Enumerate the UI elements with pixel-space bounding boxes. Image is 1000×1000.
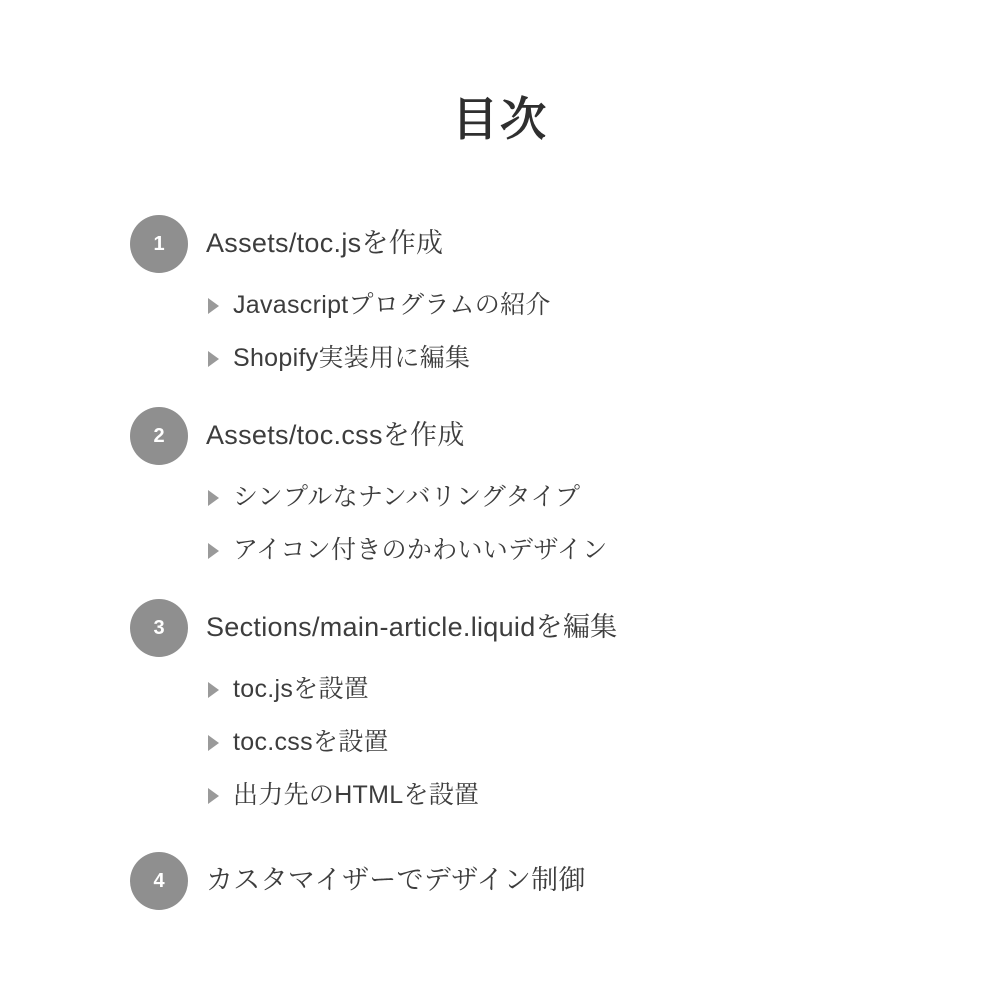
section-number-badge: 3: [130, 599, 188, 657]
toc-subitems: [130, 279, 930, 385]
toc-section-2: [130, 407, 930, 577]
toc-section-header[interactable]: [130, 215, 930, 273]
toc-section-header[interactable]: [130, 407, 930, 465]
list-item[interactable]: [208, 663, 930, 716]
list-item[interactable]: [208, 332, 930, 385]
subitem-label: 出力先のHTMLを設置: [233, 781, 480, 810]
section-label: カスタマイザーでデザイン制御: [206, 865, 586, 896]
list-item[interactable]: [208, 769, 930, 822]
triangle-right-icon: [208, 682, 219, 698]
triangle-right-icon: [208, 735, 219, 751]
list-item[interactable]: [208, 279, 930, 332]
triangle-right-icon: [208, 788, 219, 804]
list-item[interactable]: [208, 716, 930, 769]
toc-section-3: [130, 599, 930, 822]
table-of-contents: [130, 215, 930, 910]
section-label: Sections/main-article.liquidを編集: [206, 612, 618, 643]
toc-section-4: [130, 852, 930, 910]
subitem-label: Shopify実装用に編集: [233, 344, 471, 373]
triangle-right-icon: [208, 543, 219, 559]
section-number-badge: 1: [130, 215, 188, 273]
section-number-badge: 2: [130, 407, 188, 465]
subitem-label: Javascriptプログラムの紹介: [233, 291, 551, 320]
subitem-label: アイコン付きのかわいいデザイン: [233, 536, 608, 565]
section-number-badge: 4: [130, 852, 188, 910]
toc-section-header[interactable]: [130, 852, 930, 910]
toc-subitems: [130, 663, 930, 822]
triangle-right-icon: [208, 351, 219, 367]
subitem-label: シンプルなナンバリングタイプ: [233, 483, 581, 512]
page-title: 目次: [452, 93, 548, 145]
subitem-label: toc.jsを設置: [233, 675, 370, 704]
list-item[interactable]: [208, 471, 930, 524]
section-label: Assets/toc.jsを作成: [206, 228, 444, 259]
subitem-label: toc.cssを設置: [233, 728, 389, 757]
section-label: Assets/toc.cssを作成: [206, 420, 465, 451]
toc-subitems: [130, 471, 930, 577]
list-item[interactable]: [208, 524, 930, 577]
toc-section-header[interactable]: [130, 599, 930, 657]
triangle-right-icon: [208, 490, 219, 506]
triangle-right-icon: [208, 298, 219, 314]
toc-section-1: [130, 215, 930, 385]
